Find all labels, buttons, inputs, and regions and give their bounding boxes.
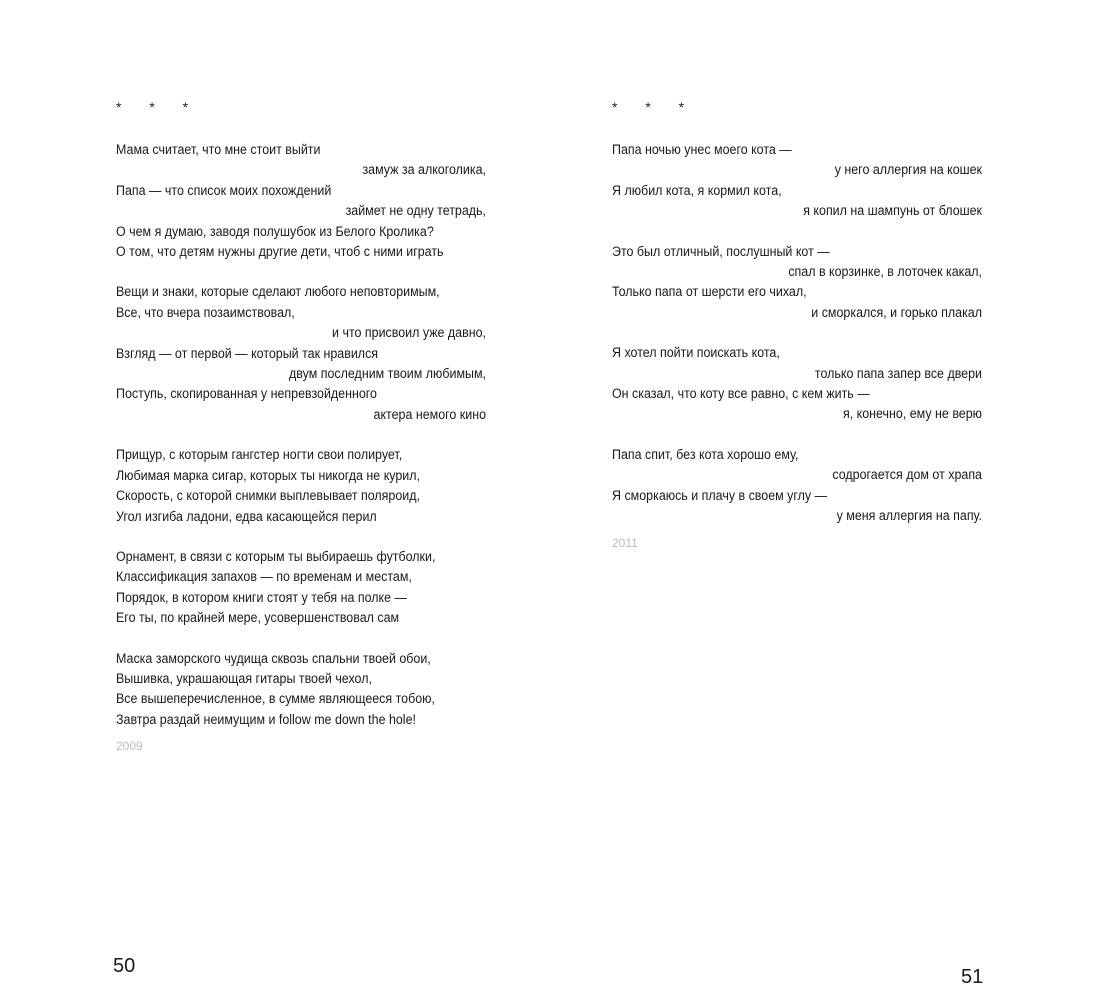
poem-line: Классификация запахов — по временам и местам, [116, 569, 412, 585]
poem-line: только папа запер все двери [814, 365, 982, 381]
stanza [116, 282, 486, 425]
poem-line: Мама считает, что мне стоит выйти [116, 142, 321, 157]
poem-line: О чем я думаю, заводя полушубок из Белого Кролика? [116, 223, 434, 239]
stanza [612, 140, 982, 222]
poem-line: я копил на шампунь от блошек [803, 203, 982, 219]
stanza [116, 649, 486, 731]
left-page [0, 0, 548, 1000]
poem-line: Только папа от шерсти его чихал, [612, 284, 807, 300]
stanza [116, 547, 486, 629]
poem-line: Он сказал, что коту все равно, с кем жить — [612, 386, 870, 402]
poem-line: Порядок, в котором книги стоят у тебя на полке — [116, 589, 407, 605]
poem-line: Все, что вчера позаимствовал, [116, 304, 295, 320]
poem-line: Вышивка, украшающая гитары твоей чехол, [116, 670, 372, 686]
poem-line: О том, что детям нужны другие дети, чтоб с ними играть [116, 244, 444, 260]
poem-line: я, конечно, ему не верю [842, 406, 982, 422]
poem-line: содрогается дом от храпа [832, 467, 982, 483]
poem-right [612, 100, 982, 553]
stanza [116, 445, 486, 527]
poem-line: Это был отличный, послушный кот — [612, 243, 830, 259]
poem-line: Папа спит, без кота хорошо ему, [612, 446, 799, 462]
poem-line: замуж за алкоголика, [362, 162, 486, 178]
stanzas [612, 140, 982, 527]
poem-line: Папа ночью унес моего кота — [612, 142, 792, 157]
poem-line: Я сморкаюсь и плачу в своем углу — [612, 487, 828, 503]
poem-year: 2011 [612, 535, 638, 550]
stanza [116, 140, 486, 262]
poem-line: Взгляд — от первой — который так нравился [116, 345, 379, 361]
poem-line: у него аллергия на кошек [834, 162, 982, 178]
page-number: 51 [961, 966, 984, 988]
poem-line: Угол изгиба ладони, едва касающейся перил [116, 508, 377, 524]
poem-line: у меня аллергия на папу. [836, 508, 982, 524]
poem-line: Маска заморского чудища сквозь спальни твоей обои, [116, 650, 431, 666]
poem-line: Прищур, с которым гангстер ногти свои полирует, [116, 447, 403, 463]
poem-year: 2009 [116, 739, 143, 754]
poem-line: Орнамент, в связи с которым ты выбираешь футболки, [116, 548, 436, 564]
poem-line: актера немого кино [373, 406, 486, 422]
poem-line: Скорость, с которой снимки выплевывает поляроид, [116, 488, 420, 504]
right-page [548, 0, 1097, 1000]
poem-line: Любимая марка сигар, которых ты никогда не курил, [116, 467, 420, 483]
poem-line: Завтра раздай неимущим и follow me down the hole! [116, 711, 416, 727]
section-stars: * * * [116, 99, 201, 115]
stanza [612, 242, 982, 324]
stanza [612, 343, 982, 425]
poem-line: двум последним твоим любимым, [289, 366, 486, 382]
poem-line: Вещи и знаки, которые сделают любого неповторимым, [116, 284, 440, 300]
poem-line: займет не одну тетрадь, [345, 203, 486, 219]
poem-line: и что присвоил уже давно, [332, 325, 486, 341]
poem-line: спал в корзинке, в лоточек какал, [788, 264, 982, 280]
poem-line: Я любил кота, я кормил кота, [612, 182, 782, 198]
stanzas [116, 140, 486, 730]
poem-line: Поступь, скопированная у непревзойденного [116, 386, 377, 402]
page-number: 50 [113, 955, 136, 977]
poem-line: Его ты, по крайней мере, усовершенствовал сам [116, 610, 400, 626]
stanza [612, 445, 982, 527]
poem-line: Я хотел пойти поискать кота, [612, 345, 780, 361]
section-stars: * * * [612, 99, 697, 115]
poem-left [116, 100, 486, 756]
poem-line: Папа — что список моих похождений [116, 182, 332, 198]
poem-line: Все вышеперечисленное, в сумме являющееся тобою, [116, 691, 435, 707]
poem-line: и сморкался, и горько плакал [811, 304, 982, 320]
